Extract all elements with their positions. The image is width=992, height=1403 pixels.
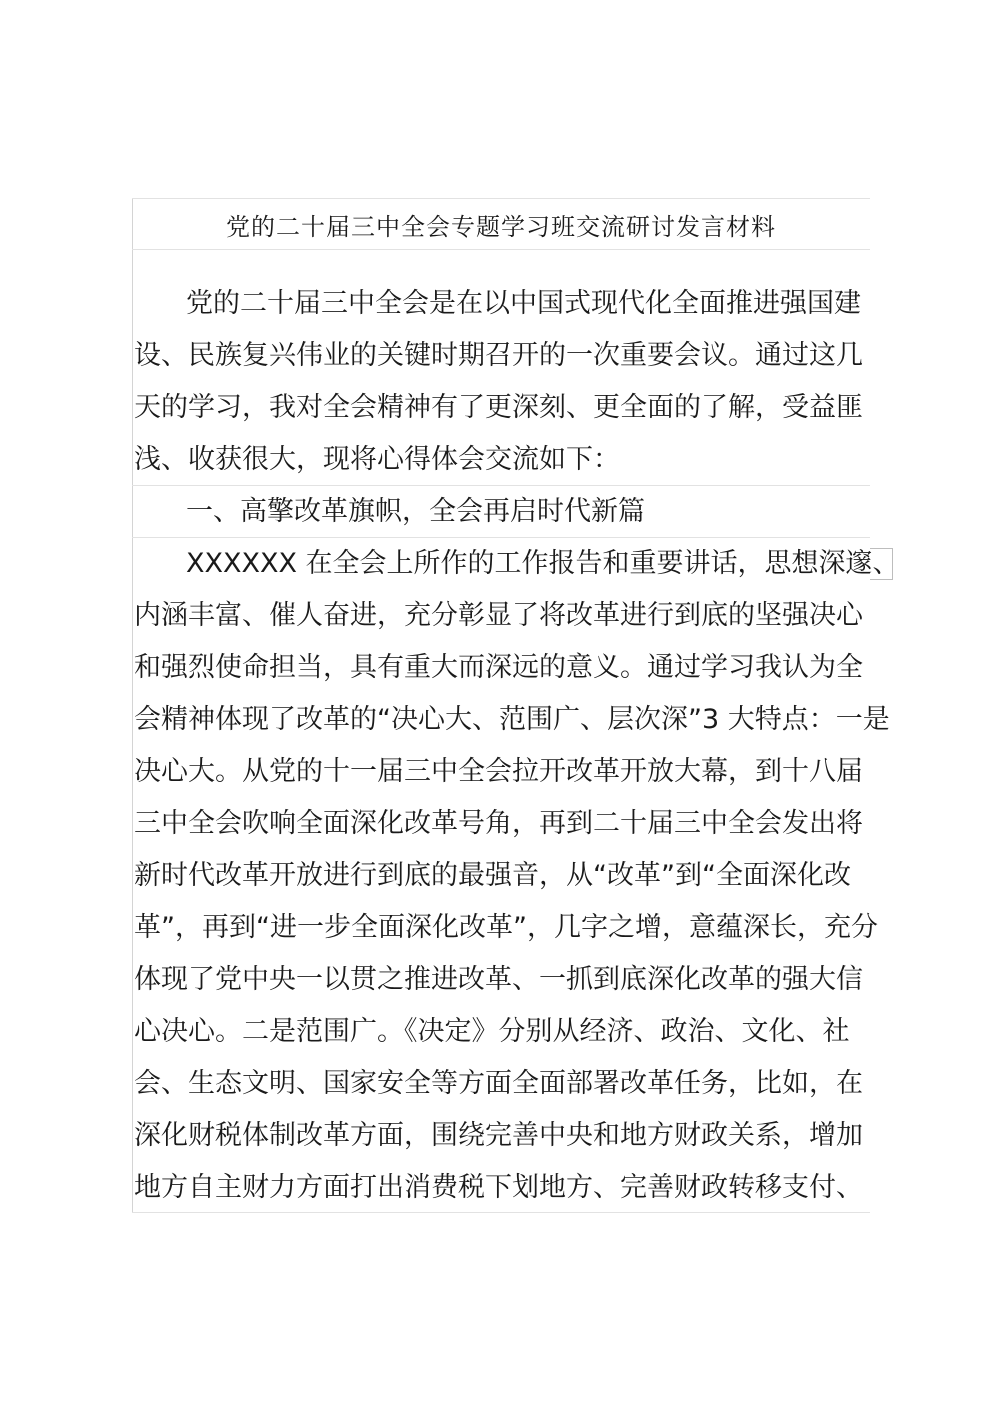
comment-bracket bbox=[870, 548, 893, 580]
body-line: 心决心。二是范围广。《决定》分别从经济、政治、文化、社 bbox=[134, 1016, 850, 1047]
rule-above-heading bbox=[132, 485, 870, 486]
body-line: 和强烈使命担当，具有重大而深远的意义。通过学习我认为全 bbox=[134, 652, 863, 683]
section-heading: 一、高擎改革旗帜，全会再启时代新篇 bbox=[186, 496, 645, 527]
body-line: 地方自主财力方面打出消费税下划地方、完善财政转移支付、 bbox=[134, 1172, 863, 1203]
body-line: 会、生态文明、国家安全等方面全面部署改革任务，比如，在 bbox=[134, 1068, 863, 1099]
page-margin-line bbox=[132, 198, 133, 1213]
body-line: 革”，再到“进一步全面深化改革”，几字之增，意蕴深长，充分 bbox=[134, 912, 878, 943]
intro-line: 党的二十届三中全会是在以中国式现代化全面推进强国建 bbox=[186, 288, 861, 319]
body-line: 内涵丰富、催人奋进，充分彰显了将改革进行到底的坚强决心 bbox=[134, 600, 863, 631]
document-title: 党的二十届三中全会专题学习班交流研讨发言材料 bbox=[226, 213, 776, 241]
body-line: XXXXXX 在全会上所作的工作报告和重要讲话，思想深邃、 bbox=[186, 548, 900, 579]
body-line: 深化财税体制改革方面，围绕完善中央和地方财政关系，增加 bbox=[134, 1120, 863, 1151]
rule-under-title bbox=[132, 249, 870, 250]
rule-below-heading bbox=[132, 537, 870, 538]
body-line: 新时代改革开放进行到底的最强音，从“改革”到“全面深化改 bbox=[134, 860, 851, 891]
intro-line: 天的学习，我对全会精神有了更深刻、更全面的了解，受益匪 bbox=[134, 392, 863, 423]
rule-bottom bbox=[132, 1212, 870, 1213]
body-line: 决心大。从党的十一届三中全会拉开改革开放大幕，到十八届 bbox=[134, 756, 863, 787]
intro-line: 设、民族复兴伟业的关键时期召开的一次重要会议。通过这几 bbox=[134, 340, 863, 371]
body-line: 体现了党中央一以贯之推进改革、一抓到底深化改革的强大信 bbox=[134, 964, 863, 995]
body-line: 会精神体现了改革的“决心大、范围广、层次深”3 大特点：一是 bbox=[134, 704, 890, 735]
intro-line: 浅、收获很大，现将心得体会交流如下： bbox=[134, 444, 620, 475]
rule-top bbox=[132, 198, 870, 199]
body-line: 三中全会吹响全面深化改革号角，再到二十届三中全会发出将 bbox=[134, 808, 863, 839]
